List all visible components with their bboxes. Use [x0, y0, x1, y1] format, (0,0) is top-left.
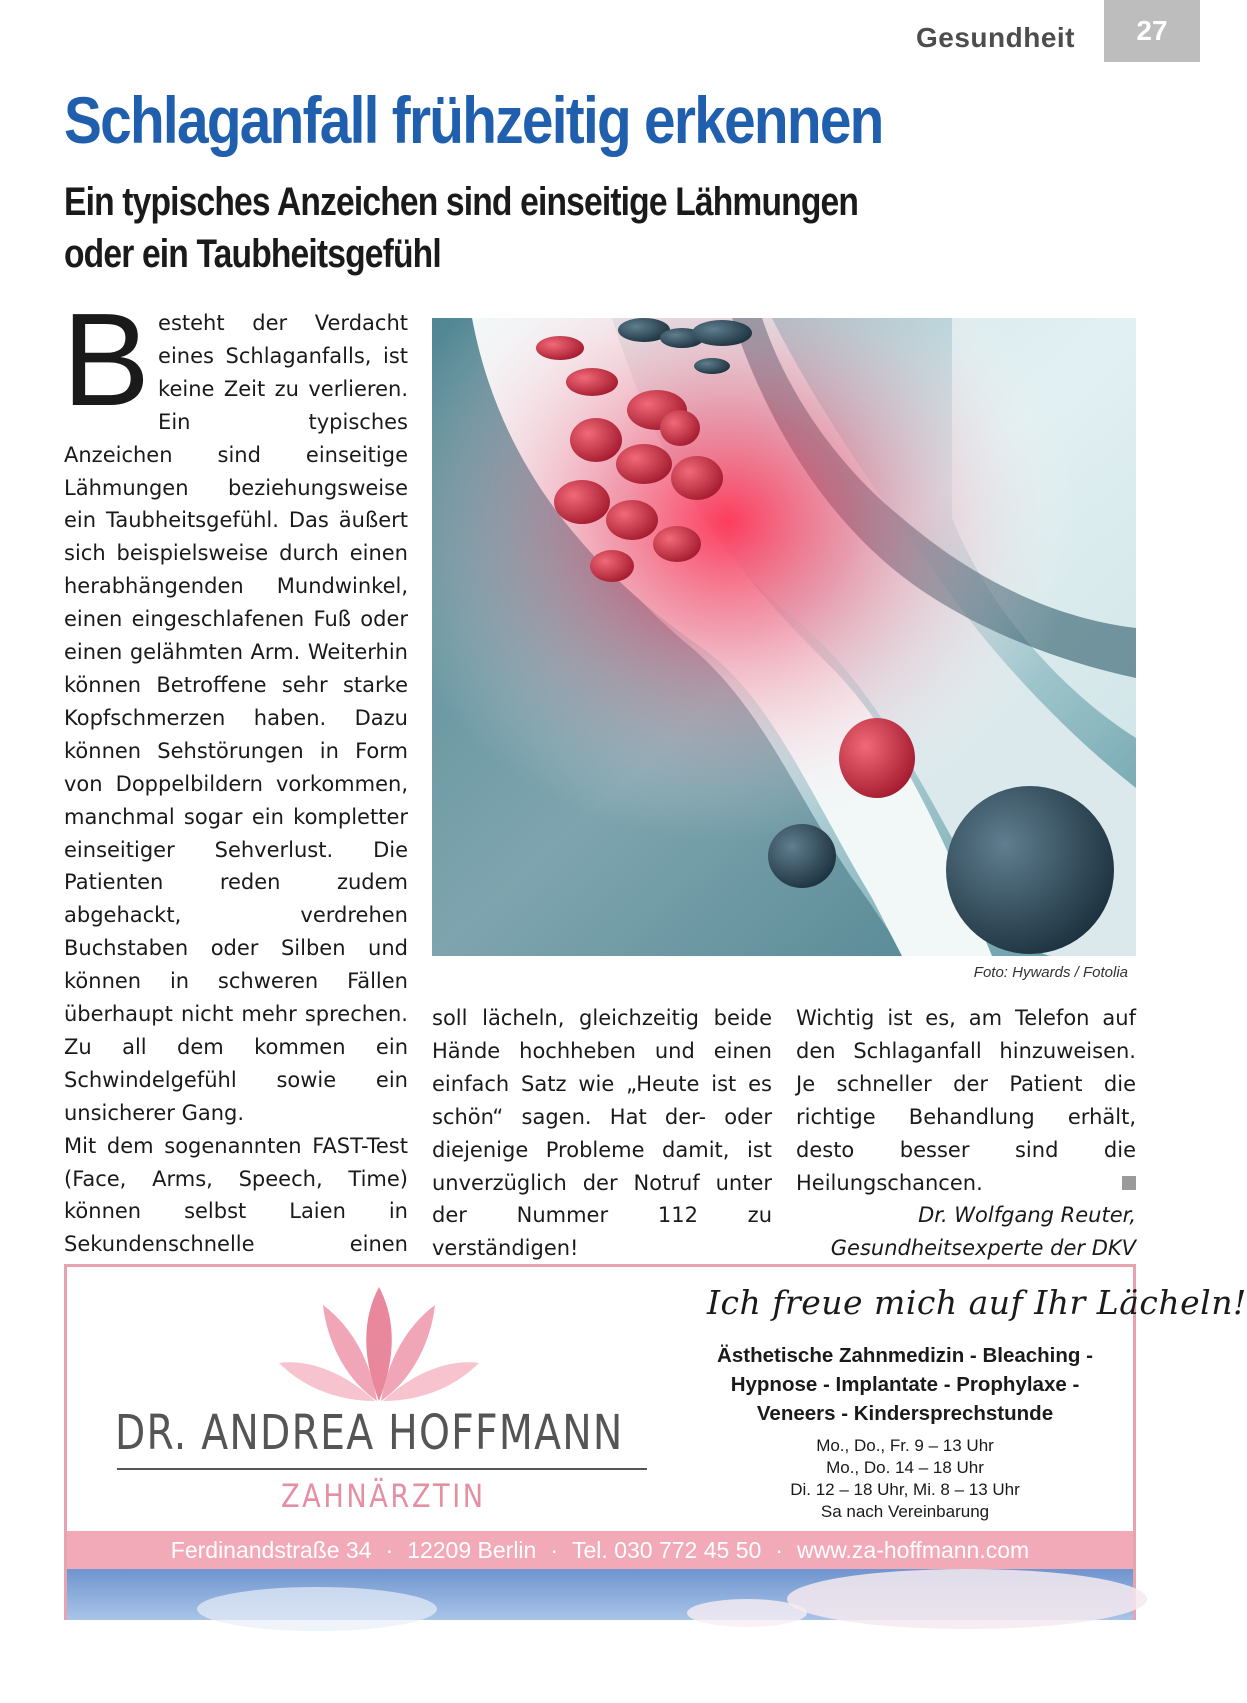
article-column-2 — [432, 1002, 772, 1265]
article-subheadline: Ein typisches Anzeichen sind einseitige Lähmungen oder ein Taubheitsgefühl — [64, 180, 859, 276]
page-number: 27 — [1104, 0, 1200, 62]
article-paragraph-4: Wichtig ist es, am Telefon auf den Schlaganfall hinzuweisen. Je schneller der Patient die richtige Behandlung erhält, desto besser sind die Heilungschancen. — [796, 1006, 1136, 1195]
ad-hours-line: Mo., Do., Fr. 9 – 13 Uhr — [816, 1436, 994, 1455]
ad-services — [685, 1341, 1125, 1428]
article-headline: Schlaganfall frühzeitig erkennen — [64, 83, 883, 157]
ad-service-line: Ästhetische Zahnmedizin - Bleaching - — [717, 1344, 1093, 1367]
article-paragraph-2: Mit dem sogenannten FAST-Test (Face, Arms, Speech, Time) können selbst Laien in Sekundenschnelle einen — [64, 1133, 408, 1257]
ad-service-line: Hypnose - Implantate - Prophylaxe - — [730, 1373, 1080, 1396]
article-column-1 — [62, 286, 408, 1327]
ad-website: www.za-hoffmann.com — [796, 1536, 1030, 1563]
end-of-article-mark — [1122, 1176, 1136, 1190]
dentist-advertisement — [64, 1264, 1247, 1620]
article-paragraph-1: esteht der Verdacht eines Schlaganfalls, ist keine Zeit zu verlieren. Ein typisches Anzeichen sind einseitige Lähmungen beziehungsweise ein Taubheitsgefühl. Das äußert sich beispielsweise durch einen herabhängenden Mundwinkel, einen eingeschlafenen Fuß oder einen gelähmten Arm. Weiterhin können Betroffene sehr starke Kopfschmerzen haben. Dazu können Sehstörungen in Form von Doppelbildern vorkommen, manchmal sogar ein kompletter einseitiger Sehverlust. Die Patienten reden zudem abgehackt, verdrehen Buchstaben oder Silben und können in schweren Fällen überhaupt nicht mehr sprechen. Zu all dem kommen ein Schwindelgefühl sowie ein unsicherer Gang. — [64, 311, 408, 1125]
ad-blossom-sky-banner — [67, 1569, 1133, 1620]
article-column-3 — [796, 1002, 1136, 1265]
photo-credit: Foto: Hywards / Fotolia — [973, 964, 1128, 981]
ad-hours-line: Di. 12 – 18 Uhr, Mi. 8 – 13 Uhr — [790, 1480, 1020, 1499]
drop-cap: B — [62, 286, 151, 433]
ad-separator: · — [775, 1536, 783, 1563]
artery-blood-cells-photo — [432, 318, 1136, 956]
ad-service-line: Veneers - Kindersprechstunde — [756, 1402, 1054, 1425]
ad-separator: · — [385, 1536, 394, 1563]
author-role: Gesundheitsexperte der DKV — [830, 1236, 1136, 1261]
ad-contact-bar — [67, 1531, 1133, 1569]
ad-name-underline — [117, 1468, 647, 1470]
ad-address: Ferdinandstraße 34 — [170, 1536, 372, 1563]
ad-separator: · — [550, 1536, 559, 1563]
ad-doctor-title: ZAHNÄRZTIN — [281, 1477, 486, 1515]
ad-slogan: Ich freue mich auf Ihr Lächeln! — [707, 1283, 1247, 1322]
ad-city: 12209 Berlin — [407, 1536, 537, 1563]
ad-hours-line: Sa nach Vereinbarung — [820, 1502, 990, 1521]
author-name: Dr. Wolfgang Reuter, — [918, 1203, 1136, 1228]
ad-opening-hours — [685, 1435, 1125, 1523]
ad-hours-line: Mo., Do. 14 – 18 Uhr — [826, 1458, 984, 1477]
lotus-logo-icon — [279, 1283, 479, 1410]
section-label: Gesundheit — [915, 22, 1075, 53]
ad-phone: Tel. 030 772 45 50 — [572, 1536, 762, 1563]
ad-doctor-name: DR. ANDREA HOFFMANN — [115, 1405, 624, 1461]
article-paragraph-3: soll lächeln, gleichzeitig beide Hände hochheben und einen einfach Satz wie „Heute ist es schön“ sagen. Hat der- oder diejenige Probleme damit, ist unverzüglich der Notruf unter der Nummer 112 zu verständigen! — [432, 1006, 772, 1261]
